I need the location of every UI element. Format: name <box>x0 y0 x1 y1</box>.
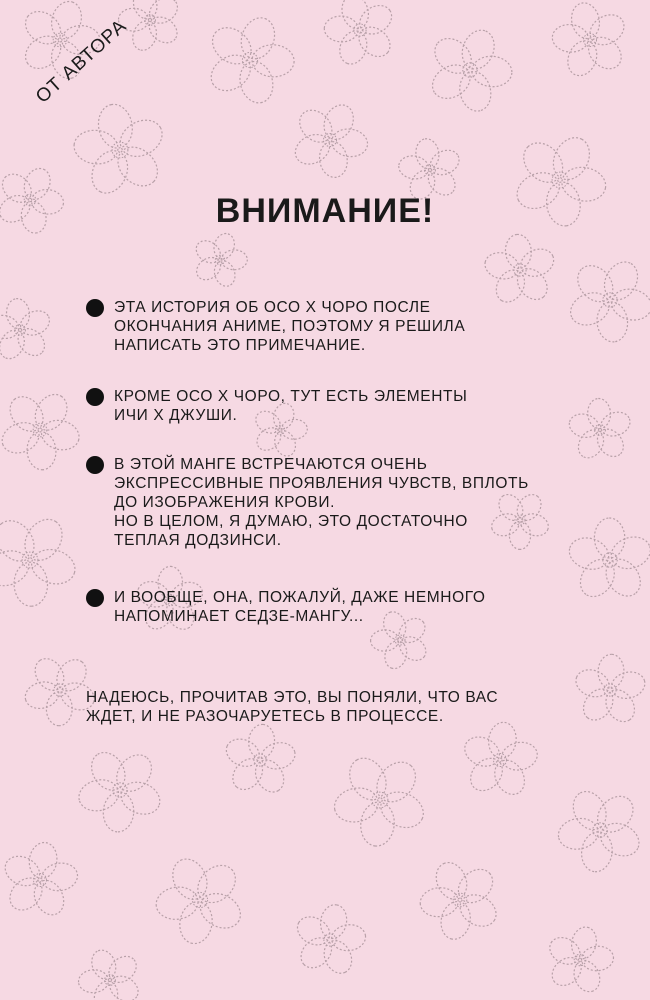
bullet-line: ЭТА ИСТОРИЯ ОБ ОСО Х ЧОРО ПОСЛЕ <box>114 299 431 316</box>
blossom-icon <box>292 902 367 977</box>
bullet-icon <box>86 388 104 406</box>
blossom-icon <box>565 518 650 603</box>
bullet-line: КРОМЕ ОСО Х ЧОРО, ТУТ ЕСТЬ ЭЛЕМЕНТЫ <box>114 388 468 405</box>
bullet-line: ЭКСПРЕССИВНЫЕ ПРОЯВЛЕНИЯ ЧУВСТВ, ВПЛОТЬ <box>114 475 529 492</box>
blossom-icon <box>76 746 165 833</box>
list-item <box>86 588 566 626</box>
blossom-icon <box>482 233 558 307</box>
list-item <box>86 298 566 355</box>
blossom-icon <box>0 297 53 363</box>
blossom-icon <box>426 25 513 114</box>
blossom-icon <box>192 231 247 289</box>
blossom-icon <box>565 256 650 343</box>
blossom-icon <box>154 853 246 946</box>
bullet-line: ДО ИЗОБРАЖЕНИЯ КРОВИ. <box>114 494 336 511</box>
blossom-icon <box>567 398 634 463</box>
blossom-icon <box>0 512 79 606</box>
bullet-icon <box>86 589 104 607</box>
bullet-line: В ЭТОЙ МАНГЕ ВСТРЕЧАЮТСЯ ОЧЕНЬ <box>114 456 428 473</box>
bullet-line: ОКОНЧАНИЯ АНИМЕ, ПОЭТОМУ Я РЕШИЛА <box>114 318 466 335</box>
bullet-icon <box>86 456 104 474</box>
from-author-label: ОТ АВТОРА <box>32 15 132 108</box>
blossom-icon <box>551 0 629 80</box>
bullet-line: НАПОМИНАЕТ СЕДЗЕ-МАНГУ... <box>114 608 364 625</box>
bullet-line: НАПИСАТЬ ЭТО ПРИМЕЧАНИЕ. <box>114 337 366 354</box>
bullet-icon <box>86 299 104 317</box>
blossom-icon <box>331 752 429 848</box>
blossom-icon <box>556 786 644 874</box>
closing-line: ЖДЕТ, И НЕ РАЗОЧАРУЕТЕСЬ В ПРОЦЕССЕ. <box>86 708 444 725</box>
blossom-icon <box>545 925 615 996</box>
blossom-icon <box>222 723 298 797</box>
list-item <box>86 387 566 425</box>
bullet-line: НО В ЦЕЛОМ, Я ДУМАЮ, ЭТО ДОСТАТОЧНО <box>114 513 468 530</box>
blossom-icon <box>290 100 369 180</box>
blossom-icon <box>0 840 79 919</box>
bullet-line: ИЧИ Х ДЖУШИ. <box>114 407 238 424</box>
blossom-icon <box>324 0 397 68</box>
blossom-icon <box>460 721 540 800</box>
closing-line: НАДЕЮСЬ, ПРОЧИТАВ ЭТО, ВЫ ПОНЯЛИ, ЧТО ВАС <box>86 689 499 706</box>
page-title: ВНИМАНИЕ! <box>215 192 435 230</box>
bullet-line: ТЕПЛАЯ ДОДЗИНСИ. <box>114 532 282 549</box>
list-item <box>86 455 566 550</box>
blossom-icon <box>0 389 82 471</box>
notice-list <box>86 298 566 626</box>
blossom-icon <box>419 858 502 942</box>
bullet-line: И ВООБЩЕ, ОНА, ПОЖАЛУЙ, ДАЖЕ НЕМНОГО <box>114 589 486 606</box>
blossom-icon <box>78 947 143 1000</box>
closing-note <box>86 688 586 726</box>
blossom-icon <box>72 101 168 198</box>
blossom-icon <box>204 13 294 107</box>
